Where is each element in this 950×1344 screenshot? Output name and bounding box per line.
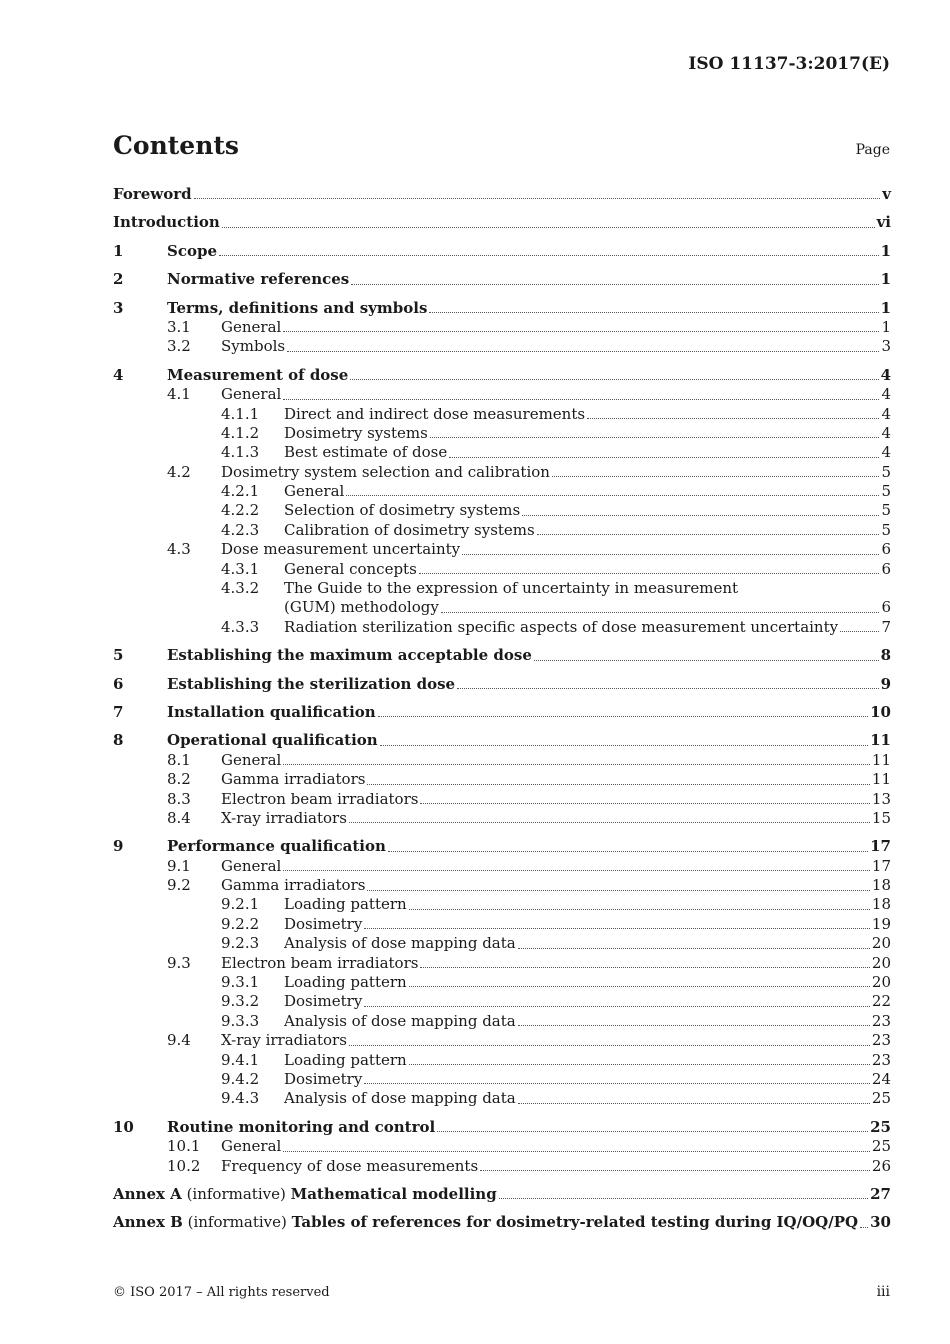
toc-entry-number: 9.2.2: [221, 914, 260, 933]
toc-entry[interactable]: [113, 443, 891, 462]
toc-entry-number: 7: [113, 702, 124, 721]
dot-leader: [222, 227, 875, 228]
toc-entry-title: Electron beam irradiators: [221, 953, 419, 972]
toc-entry-title: Establishing the maximum acceptable dose: [167, 646, 532, 665]
toc-entry-page: 6: [881, 559, 891, 578]
dot-leader: [364, 1083, 870, 1084]
toc-entry-number: 1: [113, 241, 124, 260]
dot-leader: [283, 870, 870, 871]
toc-entry-title: Normative references: [167, 270, 350, 289]
toc-entry-number: 2: [113, 270, 124, 289]
toc-entry-page: 1: [880, 270, 891, 289]
toc-entry-page: 27: [870, 1184, 891, 1203]
toc-entry-title: Installation qualification: [167, 702, 376, 721]
toc-entry[interactable]: [113, 540, 891, 559]
dot-leader: [364, 1006, 870, 1007]
toc-entry[interactable]: [113, 318, 891, 337]
toc-entry-number: 3.2: [167, 337, 191, 356]
toc-entry-title: Dosimetry system selection and calibration: [221, 462, 550, 481]
dot-leader: [860, 1227, 868, 1228]
dot-leader: [367, 890, 869, 891]
toc-entry-page: 4: [880, 365, 891, 384]
dot-leader: [283, 399, 879, 400]
toc-entry-page: 25: [871, 1089, 891, 1108]
toc-entry-title: General: [221, 750, 282, 769]
dot-leader: [419, 573, 880, 574]
toc-entry-title: X-ray irradiators: [221, 808, 347, 827]
toc-entry[interactable]: [113, 770, 891, 789]
footer-copyright: © ISO 2017 – All rights reserved: [113, 1285, 330, 1300]
toc-entry-title: Establishing the sterilization dose: [167, 674, 456, 693]
toc-entry-number: 9.3: [167, 953, 191, 972]
toc-entry-number: 4.1.3: [221, 443, 260, 462]
dot-leader: [194, 198, 881, 199]
document-id: ISO 11137-3:2017(E): [688, 54, 890, 74]
toc-entry-title: Performance qualification: [167, 837, 386, 856]
dot-leader: [287, 351, 879, 352]
toc-entry[interactable]: [113, 463, 891, 482]
toc-entry[interactable]: [113, 876, 891, 895]
dot-leader: [380, 745, 868, 746]
toc-entry[interactable]: [113, 790, 891, 809]
toc-entry-title: Frequency of dose measurements: [221, 1156, 479, 1175]
toc-entry-number: 4.3.2: [221, 579, 260, 598]
toc-entry-page: 6: [881, 540, 891, 559]
toc-entry-title: Loading pattern: [284, 895, 407, 914]
toc-entry-number: 4.1.2: [221, 423, 260, 442]
toc-entry-title: Selection of dosimetry systems: [284, 501, 521, 520]
toc-entry-number: 3.1: [167, 317, 191, 336]
toc-entry-title: Symbols: [221, 337, 286, 356]
toc-entry-number: 6: [113, 674, 124, 693]
toc-entry-page: 1: [881, 317, 891, 336]
toc-entry[interactable]: [113, 857, 891, 876]
toc-entry-page: v: [882, 184, 891, 203]
dot-leader: [364, 928, 870, 929]
toc-entry[interactable]: [113, 424, 891, 443]
toc-entry-title: Dosimetry systems: [284, 423, 428, 442]
toc-entry-page: 24: [871, 1070, 891, 1088]
toc-entry-title: Dosimetry: [284, 992, 363, 1011]
dot-leader: [522, 515, 879, 516]
toc-entry-page: 11: [871, 770, 891, 789]
toc-entry-annex[interactable]: [113, 1185, 891, 1204]
toc-entry-number: 9.4.1: [221, 1050, 260, 1069]
toc-entry-title: General: [284, 482, 345, 501]
toc-entry-title: General: [221, 1137, 282, 1156]
dot-leader: [283, 331, 879, 332]
toc-entry-page: 22: [871, 992, 891, 1011]
annex-label: Annex A: [113, 1184, 182, 1203]
toc-entry-page: 23: [871, 1050, 891, 1069]
table-of-contents: [113, 185, 891, 1233]
page-column-label: Page: [855, 142, 890, 158]
toc-entry-number: 9.3.1: [221, 973, 260, 992]
dot-leader: [349, 1045, 870, 1046]
toc-entry-page: 23: [871, 1031, 891, 1050]
toc-entry[interactable]: [113, 675, 891, 694]
toc-entry-page: 4: [881, 443, 891, 462]
toc-entry[interactable]: [113, 646, 891, 665]
dot-leader: [283, 764, 870, 765]
toc-entry-title: Radiation sterilization specific aspects of dose measurement uncertainty: [284, 617, 839, 636]
toc-entry-title: Gamma irradiators: [221, 770, 366, 789]
toc-entry[interactable]: [113, 405, 891, 424]
dot-leader: [534, 660, 879, 661]
toc-entry-title: Routine monitoring and control: [167, 1117, 436, 1136]
toc-entry[interactable]: [113, 731, 891, 750]
toc-entry-number: 4.1: [167, 385, 191, 404]
toc-entry-page: vi: [876, 213, 891, 232]
annex-type: (informative): [182, 1213, 292, 1232]
dot-leader: [219, 255, 879, 256]
toc-entry[interactable]: [113, 270, 891, 289]
toc-entry[interactable]: [113, 337, 891, 356]
toc-entry-page: 4: [881, 385, 891, 404]
toc-entry-page: 19: [871, 914, 891, 933]
toc-entry-title: Best estimate of dose: [284, 443, 448, 462]
toc-entry-number: 4.3.1: [221, 559, 260, 578]
toc-entry-page: 26: [871, 1156, 891, 1175]
toc-entry[interactable]: [113, 992, 891, 1011]
dot-leader: [429, 312, 878, 313]
toc-entry-title: General: [221, 317, 282, 336]
dot-leader: [388, 851, 868, 852]
dot-leader: [441, 612, 880, 613]
dot-leader: [518, 1103, 870, 1104]
toc-entry[interactable]: [113, 1157, 891, 1176]
toc-entry-title: Scope: [167, 241, 218, 260]
toc-entry[interactable]: [113, 501, 891, 520]
toc-entry[interactable]: [113, 385, 891, 404]
toc-entry-page: 7: [881, 617, 891, 636]
dot-leader: [437, 1131, 868, 1132]
toc-entry[interactable]: [113, 1137, 891, 1156]
toc-entry-number: 4.2.1: [221, 482, 260, 501]
dot-leader: [587, 418, 879, 419]
toc-entry-page: 5: [881, 501, 891, 520]
toc-entry-page: 10: [870, 702, 891, 721]
toc-entry-page: 1: [880, 298, 891, 317]
dot-leader: [409, 986, 870, 987]
dot-leader: [499, 1198, 868, 1199]
toc-entry-page: 30: [870, 1213, 891, 1232]
toc-entry-page: 8: [880, 646, 891, 665]
toc-entry-number: 4.2.3: [221, 520, 260, 539]
toc-entry-page: 4: [881, 423, 891, 442]
dot-leader: [346, 495, 879, 496]
toc-entry[interactable]: [113, 1118, 891, 1137]
dot-leader: [552, 476, 880, 477]
toc-entry-title: General: [221, 385, 282, 404]
toc-entry-title: Introduction: [113, 213, 220, 232]
dot-leader: [420, 967, 869, 968]
toc-entry-page: 3: [881, 337, 891, 356]
dot-leader: [378, 716, 868, 717]
toc-entry-title: Loading pattern: [284, 973, 407, 992]
toc-entry-number: 9.2.3: [221, 934, 260, 953]
toc-entry[interactable]: [113, 482, 891, 501]
toc-entry[interactable]: [113, 579, 891, 598]
toc-entry-title: Analysis of dose mapping data: [284, 1089, 516, 1108]
toc-entry-page: 5: [881, 462, 891, 481]
toc-entry-page: 4: [881, 404, 891, 423]
toc-entry-number: 4.2.2: [221, 501, 260, 520]
toc-entry-number: 8.4: [167, 808, 191, 827]
toc-entry-page: 17: [870, 837, 891, 856]
toc-entry-title: General: [221, 856, 282, 875]
contents-title: Contents: [113, 131, 240, 160]
toc-entry-title: Electron beam irradiators: [221, 789, 419, 808]
toc-entry-page: 5: [881, 520, 891, 539]
toc-entry[interactable]: [113, 837, 891, 856]
toc-entry-page: 15: [871, 808, 891, 827]
toc-entry-page: 20: [871, 934, 891, 953]
toc-entry-title: [113, 1213, 858, 1232]
toc-entry-title: Analysis of dose mapping data: [284, 934, 516, 953]
toc-entry-page: 20: [871, 973, 891, 992]
toc-entry-number: 4.2: [167, 462, 191, 481]
dot-leader: [350, 379, 878, 380]
toc-entry[interactable]: [113, 915, 891, 934]
toc-entry-number: 8.2: [167, 770, 191, 789]
toc-entry-page: 25: [871, 1137, 891, 1156]
toc-entry-page: 20: [871, 953, 891, 972]
toc-entry-number: 5: [113, 646, 124, 665]
toc-entry-title: Dosimetry: [284, 914, 363, 933]
toc-entry-number: 9.4.3: [221, 1089, 260, 1108]
toc-entry[interactable]: [113, 703, 891, 722]
toc-entry[interactable]: [113, 1089, 891, 1108]
annex-title: Mathematical modelling: [290, 1184, 497, 1203]
toc-entry-number: 9: [113, 837, 124, 856]
toc-entry-page: 25: [870, 1117, 891, 1136]
toc-entry[interactable]: [113, 299, 891, 318]
toc-entry-number: 9.2.1: [221, 895, 260, 914]
toc-entry[interactable]: [113, 521, 891, 540]
toc-entry-number: 9.2: [167, 876, 191, 895]
toc-entry[interactable]: [113, 1051, 891, 1070]
dot-leader: [283, 1151, 870, 1152]
dot-leader: [409, 1064, 870, 1065]
toc-entry-title: Dose measurement uncertainty: [221, 540, 461, 559]
toc-entry-title-continued: (GUM) methodology: [284, 598, 439, 617]
toc-entry[interactable]: [113, 185, 891, 204]
toc-entry[interactable]: [113, 809, 891, 828]
toc-entry-number: 9.4.2: [221, 1070, 260, 1088]
toc-entry-title: Direct and indirect dose measurements: [284, 404, 586, 423]
toc-entry-page: 23: [871, 1011, 891, 1030]
toc-entry-number: 9.1: [167, 856, 191, 875]
toc-entry[interactable]: [113, 213, 891, 232]
dot-leader: [462, 554, 879, 555]
toc-entry-title: Analysis of dose mapping data: [284, 1011, 516, 1030]
toc-entry-page: 1: [880, 241, 891, 260]
toc-entry[interactable]: [113, 896, 891, 915]
toc-entry[interactable]: [113, 1012, 891, 1031]
dot-leader: [457, 688, 878, 689]
dot-leader: [420, 803, 869, 804]
toc-entry[interactable]: [113, 242, 891, 261]
toc-entry-number: 9.3.3: [221, 1011, 260, 1030]
toc-entry-title: Calibration of dosimetry systems: [284, 520, 535, 539]
toc-entry[interactable]: [113, 973, 891, 992]
toc-entry-number: 4.3: [167, 540, 191, 559]
toc-entry-title: General concepts: [284, 559, 417, 578]
toc-entry-page: 13: [871, 789, 891, 808]
toc-entry-title: Measurement of dose: [167, 365, 349, 384]
toc-entry-title: Operational qualification: [167, 731, 378, 750]
toc-entry-page: 9: [880, 674, 891, 693]
toc-entry-title: Terms, definitions and symbols: [167, 298, 428, 317]
toc-entry-number: 10.2: [167, 1156, 201, 1175]
toc-entry[interactable]: [113, 366, 891, 385]
footer-page-number: iii: [876, 1284, 890, 1300]
dot-leader: [518, 948, 870, 949]
toc-entry-title: Dosimetry: [284, 1070, 363, 1088]
annex-label: Annex B: [113, 1213, 183, 1232]
toc-entry-page: 18: [871, 895, 891, 914]
toc-entry-title: Gamma irradiators: [221, 876, 366, 895]
dot-leader: [430, 437, 880, 438]
dot-leader: [349, 822, 870, 823]
toc-entry-title: The Guide to the expression of uncertainty in measurement: [284, 579, 739, 598]
toc-entry[interactable]: [113, 1031, 891, 1050]
toc-entry[interactable]: [113, 618, 891, 637]
toc-entry-number: 9.3.2: [221, 992, 260, 1011]
dot-leader: [449, 457, 879, 458]
toc-entry-continuation[interactable]: [113, 598, 891, 617]
toc-entry-number: 8.3: [167, 789, 191, 808]
dot-leader: [409, 909, 870, 910]
toc-entry-number: 4.1.1: [221, 404, 260, 423]
toc-entry-page: 11: [871, 750, 891, 769]
toc-entry-number: 8: [113, 731, 124, 750]
dot-leader: [480, 1170, 870, 1171]
dot-leader: [840, 631, 879, 632]
toc-entry-number: 9.4: [167, 1031, 191, 1050]
toc-entry-page: 18: [871, 876, 891, 895]
toc-entry-title: X-ray irradiators: [221, 1031, 347, 1050]
toc-entry[interactable]: [113, 934, 891, 953]
toc-entry-title: Loading pattern: [284, 1050, 407, 1069]
toc-entry-page: 6: [881, 598, 891, 617]
toc-entry-number: 4: [113, 365, 124, 384]
annex-type: (informative): [181, 1184, 291, 1203]
dot-leader: [367, 784, 869, 785]
toc-entry-number: 3: [113, 298, 124, 317]
toc-entry[interactable]: [113, 1070, 891, 1089]
dot-leader: [518, 1025, 870, 1026]
toc-entry-title: Foreword: [113, 184, 192, 203]
toc-entry-page: 5: [881, 482, 891, 501]
toc-entry-page: 11: [870, 731, 891, 750]
dot-leader: [537, 534, 880, 535]
toc-entry-annex[interactable]: [113, 1213, 891, 1232]
toc-entry[interactable]: [113, 560, 891, 579]
toc-entry-page: 17: [871, 856, 891, 875]
dot-leader: [351, 284, 878, 285]
toc-entry[interactable]: [113, 954, 891, 973]
toc-entry-number: 10.1: [167, 1137, 201, 1156]
annex-title: Tables of references for dosimetry-related testing during IQ/OQ/PQ: [291, 1213, 859, 1232]
toc-entry-number: 10: [113, 1117, 134, 1136]
toc-entry-number: 8.1: [167, 750, 191, 769]
toc-entry-title: [113, 1185, 497, 1204]
toc-entry-number: 4.3.3: [221, 617, 260, 636]
toc-entry[interactable]: [113, 751, 891, 770]
